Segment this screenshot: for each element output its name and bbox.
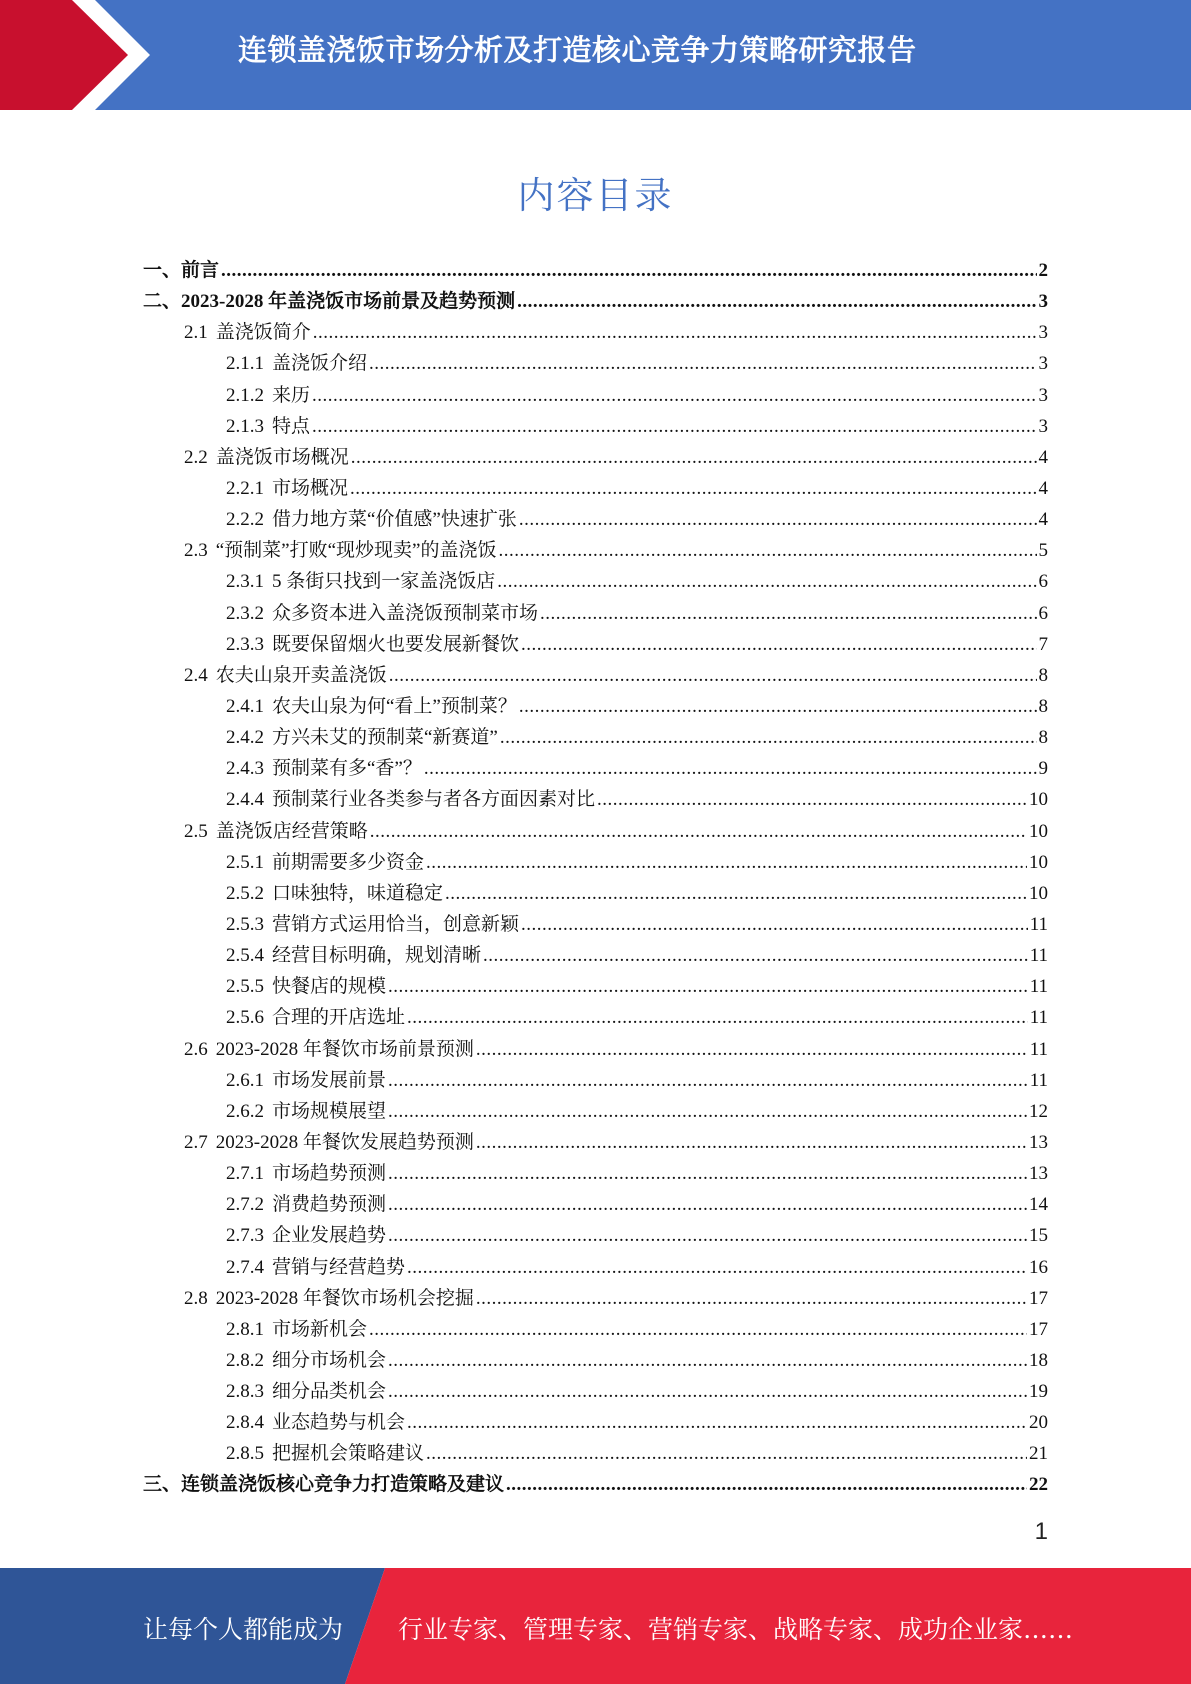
- toc-leader-dots: [369, 1314, 1027, 1345]
- toc-entry-title: 快餐店的规模: [272, 976, 387, 998]
- toc-leader-dots: [426, 847, 1027, 878]
- toc-entry-page: 12: [1029, 1100, 1048, 1122]
- toc-entry[interactable]: [143, 473, 1048, 504]
- toc-entry-title: 众多资本进入盖浇饭预制菜市场: [272, 602, 539, 624]
- toc-entry-page: 4: [1038, 477, 1048, 499]
- toc-entry[interactable]: [143, 660, 1048, 691]
- toc-entry-title: 市场趋势预测: [272, 1163, 387, 1185]
- toc-entry-page: 10: [1029, 820, 1048, 842]
- toc-entry-page: 6: [1038, 602, 1048, 624]
- toc-leader-dots: [517, 286, 1036, 317]
- toc-entry-page: 3: [1038, 384, 1048, 406]
- toc-entry-title: 前期需要多少资金: [272, 851, 425, 873]
- toc-entry-title: 盖浇饭市场概况: [215, 446, 349, 468]
- toc-entry[interactable]: [143, 1127, 1048, 1158]
- toc-entry[interactable]: [143, 286, 1048, 317]
- footer-slogan-right: 行业专家、管理专家、营销专家、战略专家、成功企业家……: [398, 1615, 1074, 1644]
- toc-entry-number: 2.2.1: [226, 477, 264, 499]
- toc-entry-title: 预制菜行业各类参与者各方面因素对比: [272, 789, 596, 811]
- toc-entry-title: 2023-2028 年餐饮市场前景预测: [215, 1038, 474, 1060]
- toc-entry[interactable]: [143, 1438, 1048, 1469]
- toc-entry-number: 一、: [143, 260, 182, 281]
- toc-entry-page: 11: [1029, 1007, 1048, 1029]
- toc-entry-number: 2.8.5: [226, 1443, 264, 1465]
- toc-entry-page: 7: [1038, 633, 1048, 655]
- toc-leader-dots: [476, 1283, 1027, 1314]
- toc-entry-page: 8: [1038, 664, 1048, 686]
- toc-entry[interactable]: [143, 878, 1048, 909]
- toc-entry-title: 方兴未艾的预制菜“新赛道”: [272, 727, 498, 749]
- toc-entry[interactable]: [143, 691, 1048, 722]
- toc-entry-number: 三、: [143, 1474, 182, 1496]
- toc-entry[interactable]: [143, 1376, 1048, 1407]
- toc-entry-title: 来历: [272, 384, 311, 406]
- toc-leader-dots: [500, 722, 1037, 753]
- toc-entry-title: 消费趋势预测: [272, 1194, 387, 1216]
- toc-entry-number: 2.5: [184, 820, 208, 842]
- toc-entry-page: 8: [1038, 727, 1048, 749]
- toc-entry-page: 18: [1029, 1349, 1048, 1371]
- toc-entry[interactable]: [143, 971, 1048, 1002]
- toc-entry-page: 11: [1029, 976, 1048, 998]
- toc-entry[interactable]: [143, 1252, 1048, 1283]
- toc-entry-number: 2.4.3: [226, 758, 264, 780]
- toc-entry-number: 2.7.4: [226, 1256, 264, 1278]
- toc-leader-dots: [476, 1034, 1028, 1065]
- footer-band: [0, 1568, 1191, 1684]
- toc-leader-dots: [388, 1096, 1027, 1127]
- toc-entry[interactable]: [143, 722, 1048, 753]
- toc-entry-title: 把握机会策略建议: [272, 1443, 425, 1465]
- toc-entry-page: 10: [1029, 789, 1048, 811]
- toc-entry-number: 2.6.1: [226, 1069, 264, 1091]
- toc-entry-title: 盖浇饭店经营策略: [215, 820, 368, 842]
- toc-entry-number: 2.7.1: [226, 1163, 264, 1185]
- toc-entry-page: 15: [1029, 1225, 1048, 1247]
- toc-entry-number: 2.1.2: [226, 384, 264, 406]
- toc-entry-number: 2.5.2: [226, 882, 264, 904]
- toc-leader-dots: [476, 1127, 1027, 1158]
- toc-entry-number: 2.7.3: [226, 1225, 264, 1247]
- toc-entry-title: 市场新机会: [272, 1318, 368, 1340]
- toc-entry-title: 连锁盖浇饭核心竞争力打造策略及建议: [181, 1474, 505, 1496]
- toc-entry[interactable]: [143, 442, 1048, 473]
- toc-entry-page: 11: [1029, 1069, 1048, 1091]
- toc-entry-number: 2.8.3: [226, 1381, 264, 1403]
- toc-entry[interactable]: [143, 1158, 1048, 1189]
- toc-entry-page: 21: [1029, 1443, 1048, 1465]
- toc-entry-page: 9: [1038, 758, 1048, 780]
- toc-leader-dots: [521, 629, 1036, 660]
- toc-entry-number: 2.2.2: [226, 509, 264, 531]
- toc-entry-title: 盖浇饭介绍: [272, 353, 368, 375]
- toc-leader-dots: [388, 1220, 1027, 1251]
- toc-entry-page: 4: [1038, 509, 1048, 531]
- toc-entry-title: 细分品类机会: [272, 1381, 387, 1403]
- toc-leader-dots: [388, 1189, 1027, 1220]
- toc-entry-page: 14: [1029, 1194, 1048, 1216]
- toc-entry-title: 合理的开店选址: [272, 1007, 406, 1029]
- toc-entry[interactable]: [143, 1407, 1048, 1438]
- toc-entry-title: 农夫山泉开卖盖浇饭: [215, 664, 387, 686]
- toc-entry[interactable]: [143, 1314, 1048, 1345]
- toc-entry[interactable]: [143, 598, 1048, 629]
- toc-leader-dots: [521, 909, 1028, 940]
- toc-entry[interactable]: [143, 847, 1048, 878]
- toc-leader-dots: [221, 255, 1036, 286]
- toc-entry-page: 13: [1029, 1163, 1048, 1185]
- toc-entry-title: 营销方式运用恰当，创意新颖: [272, 913, 520, 935]
- toc-entry-page: 5: [1038, 540, 1048, 562]
- toc-entry-number: 2.7.2: [226, 1194, 264, 1216]
- toc-entry-number: 2.8.2: [226, 1349, 264, 1371]
- toc-entry-page: 8: [1038, 695, 1048, 717]
- toc-entry-title: 经营目标明确，规划清晰: [272, 945, 482, 967]
- toc-entry-number: 2.3: [184, 540, 208, 562]
- toc-entry-number: 2.1.3: [226, 415, 264, 437]
- toc-entry[interactable]: [143, 348, 1048, 379]
- toc-entry-number: 2.8: [184, 1287, 208, 1309]
- toc-leader-dots: [597, 784, 1027, 815]
- toc-entry-page: 13: [1029, 1131, 1048, 1153]
- toc-entry-page: 10: [1029, 851, 1048, 873]
- toc-entry[interactable]: [143, 784, 1048, 815]
- toc-entry[interactable]: [143, 1345, 1048, 1376]
- toc-entry-title: 预制菜有多“香”？: [272, 758, 422, 780]
- toc-entry[interactable]: [143, 1283, 1048, 1314]
- toc-leader-dots: [313, 317, 1037, 348]
- toc-entry-title: 既要保留烟火也要发展新餐饮: [272, 633, 520, 655]
- toc-entry-title: 5 条街只找到一家盖浇饭店: [272, 571, 496, 593]
- toc-leader-dots: [540, 598, 1036, 629]
- toc-entry-title: 2023-2028 年盖浇饭市场前景及趋势预测: [181, 291, 516, 313]
- toc-entry[interactable]: [143, 816, 1048, 847]
- toc-entry-page: 3: [1038, 353, 1048, 375]
- toc-leader-dots: [498, 535, 1036, 566]
- toc-entry-title: 借力地方菜“价值感”快速扩张: [272, 509, 517, 531]
- toc-entry-title: 前言: [181, 260, 220, 281]
- toc-entry-number: 2.4.1: [226, 695, 264, 717]
- toc-entry-number: 2.5.6: [226, 1007, 264, 1029]
- toc-leader-dots: [426, 1438, 1027, 1469]
- toc-leader-dots: [407, 1002, 1028, 1033]
- toc-entry[interactable]: [143, 317, 1048, 348]
- toc-leader-dots: [312, 380, 1036, 411]
- toc-entry[interactable]: [143, 411, 1048, 442]
- toc-entry-page: 17: [1029, 1318, 1048, 1340]
- toc-entry-number: 2.1.1: [226, 353, 264, 375]
- toc-entry[interactable]: [143, 1096, 1048, 1127]
- toc-entry-title: 2023-2028 年餐饮市场机会挖掘: [215, 1287, 474, 1309]
- toc-entry[interactable]: [143, 1034, 1048, 1065]
- toc-entry[interactable]: [143, 1189, 1048, 1220]
- toc-entry-number: 2.3.2: [226, 602, 264, 624]
- toc-leader-dots: [519, 691, 1037, 722]
- toc-entry-title: 2023-2028 年餐饮发展趋势预测: [215, 1131, 474, 1153]
- header-band: [0, 0, 1191, 110]
- toc-entry-number: 2.4.2: [226, 727, 264, 749]
- toc-entry-number: 二、: [143, 291, 182, 313]
- toc-entry-page: 16: [1029, 1256, 1048, 1278]
- toc-entry[interactable]: [143, 1220, 1048, 1251]
- toc-leader-dots: [369, 348, 1036, 379]
- toc-entry-page: 11: [1029, 1038, 1048, 1060]
- toc-entry-number: 2.4.4: [226, 789, 264, 811]
- page-number: 1: [1034, 1518, 1048, 1545]
- toc-entry-title: “预制菜”打败“现炒现卖”的盖浇饭: [215, 540, 497, 562]
- toc-entry-page: 22: [1029, 1474, 1048, 1496]
- toc-entry-number: 2.8.1: [226, 1318, 264, 1340]
- toc-leader-dots: [407, 1407, 1027, 1438]
- toc-entry-number: 2.8.4: [226, 1412, 264, 1434]
- toc-leader-dots: [519, 504, 1037, 535]
- toc-leader-dots: [312, 411, 1036, 442]
- toc-entry[interactable]: [143, 504, 1048, 535]
- toc-leader-dots: [388, 1376, 1027, 1407]
- toc-entry-title: 市场规模展望: [272, 1100, 387, 1122]
- toc-entry[interactable]: [143, 753, 1048, 784]
- toc-leader-dots: [388, 1158, 1027, 1189]
- toc-leader-dots: [350, 473, 1036, 504]
- toc-leader-dots: [370, 816, 1027, 847]
- toc-entry-title: 企业发展趋势: [272, 1225, 387, 1247]
- toc-entry-title: 市场概况: [272, 477, 349, 499]
- toc-entry-number: 2.5.4: [226, 945, 264, 967]
- toc-leader-dots: [407, 1252, 1027, 1283]
- toc-entry[interactable]: [143, 255, 1048, 286]
- toc-entry-number: 2.6.2: [226, 1100, 264, 1122]
- toc-entry-title: 特点: [272, 415, 311, 437]
- toc-entry[interactable]: [143, 940, 1048, 971]
- toc-entry-page: 11: [1029, 945, 1048, 967]
- toc-entry[interactable]: [143, 1065, 1048, 1096]
- toc-entry-page: 3: [1038, 322, 1048, 344]
- toc-entry[interactable]: [143, 1002, 1048, 1033]
- toc-leader-dots: [388, 1065, 1028, 1096]
- toc-entry[interactable]: [143, 535, 1048, 566]
- toc-entry-page: 2: [1038, 260, 1048, 281]
- toc-entry-number: 2.7: [184, 1131, 208, 1153]
- toc-entry-page: 19: [1029, 1381, 1048, 1403]
- toc-entry-number: 2.1: [184, 322, 208, 344]
- toc-leader-dots: [388, 971, 1028, 1002]
- toc-entry-title: 细分市场机会: [272, 1349, 387, 1371]
- toc-entry[interactable]: [143, 909, 1048, 940]
- toc-entry-page: 4: [1038, 446, 1048, 468]
- toc-entry-page: 3: [1038, 291, 1048, 313]
- toc-entry-page: 11: [1029, 913, 1048, 935]
- toc-entry-page: 6: [1038, 571, 1048, 593]
- toc-entry-number: 2.5.5: [226, 976, 264, 998]
- table-of-contents: [143, 255, 1048, 1501]
- toc-leader-dots: [445, 878, 1027, 909]
- toc-entry[interactable]: [143, 629, 1048, 660]
- toc-entry-page: 10: [1029, 882, 1048, 904]
- toc-leader-dots: [351, 442, 1037, 473]
- toc-entry-title: 市场发展前景: [272, 1069, 387, 1091]
- toc-entry-page: 3: [1038, 415, 1048, 437]
- toc-entry[interactable]: [143, 566, 1048, 597]
- toc-entry-title: 营销与经营趋势: [272, 1256, 406, 1278]
- toc-entry-page: 17: [1029, 1287, 1048, 1309]
- toc-entry[interactable]: [143, 1469, 1048, 1500]
- toc-leader-dots: [483, 940, 1028, 971]
- toc-entry-title: 口味独特，味道稳定: [272, 882, 444, 904]
- toc-entry-number: 2.2: [184, 446, 208, 468]
- toc-leader-dots: [389, 660, 1037, 691]
- report-title: 连锁盖浇饭市场分析及打造核心竞争力策略研究报告: [238, 33, 917, 67]
- toc-entry-title: 农夫山泉为何“看上”预制菜？: [272, 695, 517, 717]
- toc-entry-page: 20: [1029, 1412, 1048, 1434]
- footer-slogan-left: 让每个人都能成为: [143, 1615, 344, 1644]
- toc-leader-dots: [497, 566, 1036, 597]
- toc-entry-title: 业态趋势与机会: [272, 1412, 406, 1434]
- toc-leader-dots: [506, 1469, 1027, 1500]
- toc-leader-dots: [388, 1345, 1027, 1376]
- toc-entry-title: 盖浇饭简介: [215, 322, 311, 344]
- toc-heading: 内容目录: [517, 174, 674, 217]
- toc-entry-number: 2.3.1: [226, 571, 264, 593]
- toc-entry-number: 2.6: [184, 1038, 208, 1060]
- toc-entry-number: 2.5.1: [226, 851, 264, 873]
- toc-leader-dots: [424, 753, 1037, 784]
- toc-entry-number: 2.4: [184, 664, 208, 686]
- toc-entry[interactable]: [143, 380, 1048, 411]
- toc-entry-number: 2.5.3: [226, 913, 264, 935]
- toc-entry-number: 2.3.3: [226, 633, 264, 655]
